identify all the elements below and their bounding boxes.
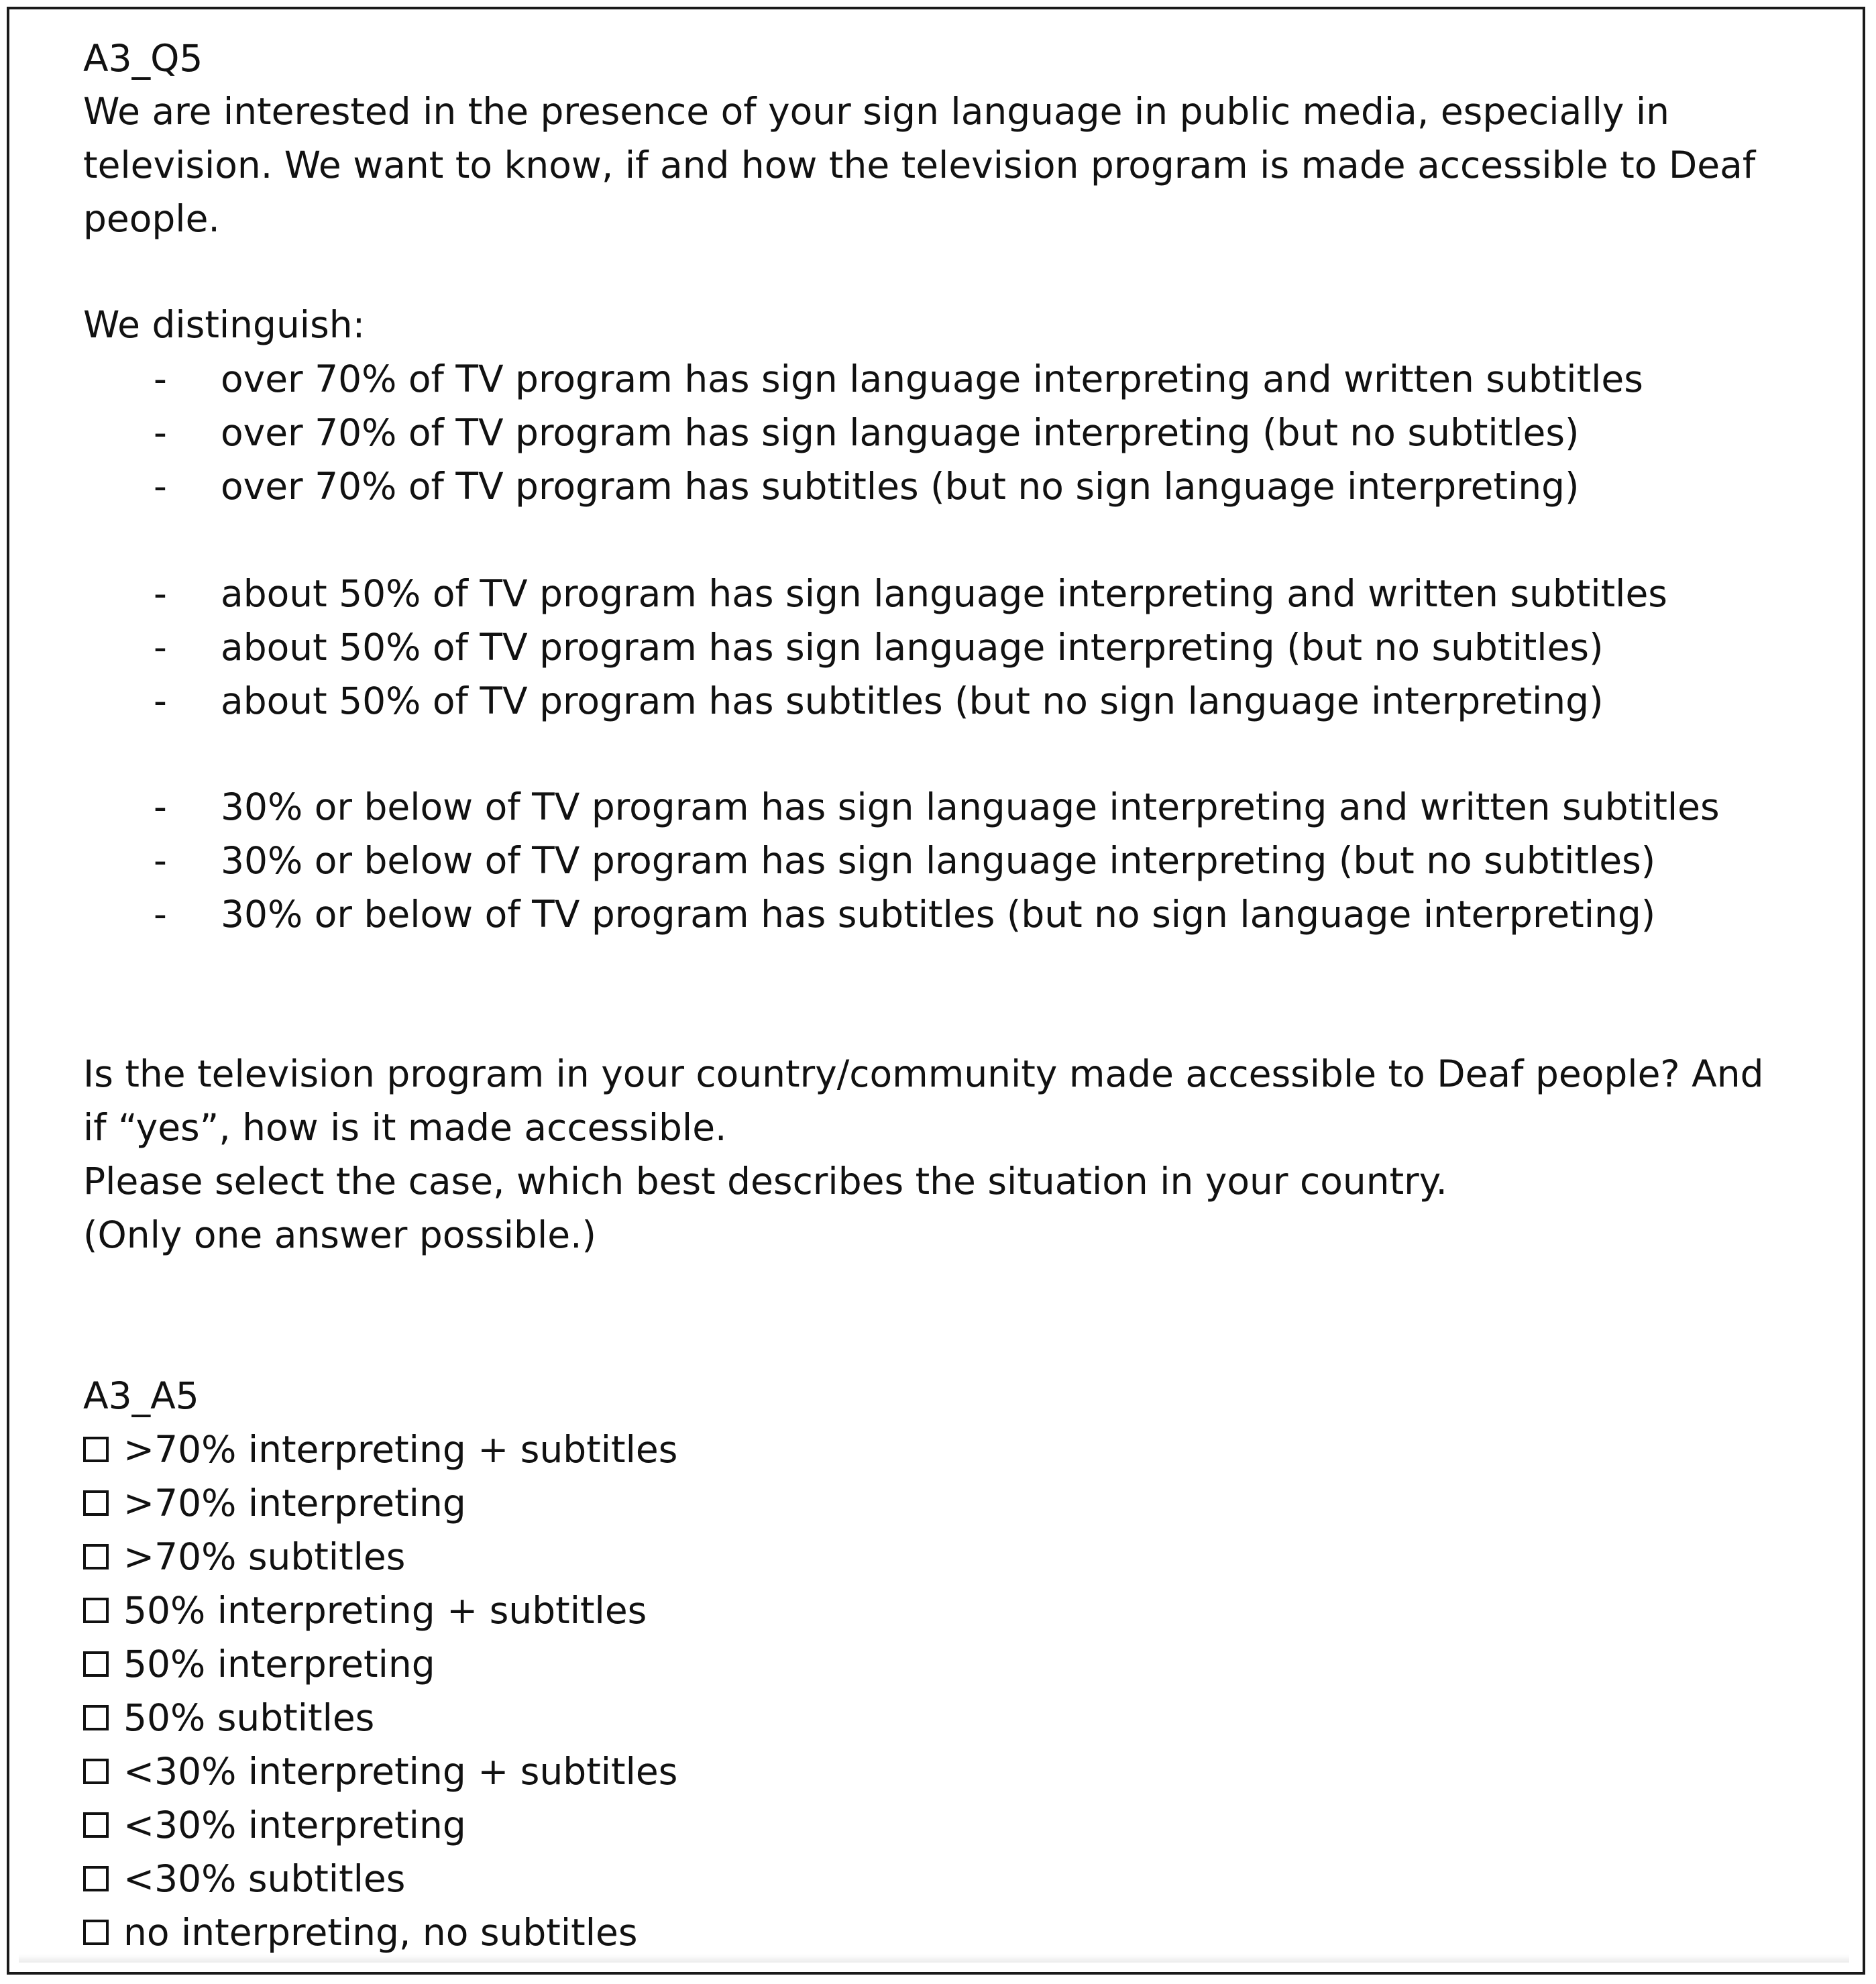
option-group-about-50: [83, 567, 1827, 728]
answer-option[interactable]: [83, 1476, 677, 1530]
dash-bullet: -: [154, 572, 167, 615]
answer-option[interactable]: [83, 1530, 677, 1584]
option-text: 30% or below of TV program has sign language interpreting (but no subtitles): [221, 839, 1656, 882]
checkbox-icon[interactable]: [83, 1920, 109, 1945]
answer-label: 50% interpreting + subtitles: [123, 1589, 647, 1632]
option-text: 30% or below of TV program has subtitles (but no sign language interpreting): [221, 893, 1656, 936]
answer-label: <30% interpreting + subtitles: [123, 1750, 678, 1793]
intro-text: We are interested in the presence of your sign language in public media, especially in television. We want to know, if and how the television program is made accessible to Deaf people.: [83, 90, 1756, 240]
answer-label: <30% interpreting: [123, 1804, 466, 1847]
option-text: about 50% of TV program has sign language interpreting (but no subtitles): [221, 626, 1604, 669]
answer-label: 50% interpreting: [123, 1643, 435, 1686]
dash-bullet: -: [154, 357, 167, 400]
dash-bullet: -: [154, 465, 167, 508]
dash-bullet: -: [154, 626, 167, 669]
checkbox-icon[interactable]: [83, 1544, 109, 1569]
option-text: over 70% of TV program has sign language interpreting and written subtitles: [221, 357, 1643, 400]
answer-option[interactable]: [83, 1745, 677, 1798]
checkbox-icon[interactable]: [83, 1866, 109, 1891]
checkbox-icon[interactable]: [83, 1598, 109, 1623]
answer-option[interactable]: [83, 1584, 677, 1637]
option-item: [83, 406, 1827, 459]
question-id: A3_Q5: [83, 37, 203, 80]
checkbox-icon[interactable]: [83, 1812, 109, 1838]
answer-label: <30% subtitles: [123, 1857, 406, 1900]
answer-list: [83, 1423, 677, 1959]
option-text: over 70% of TV program has subtitles (but no sign language interpreting): [221, 465, 1580, 508]
checkbox-icon[interactable]: [83, 1705, 109, 1730]
option-item: [83, 674, 1827, 728]
option-item: [83, 459, 1827, 513]
dash-bullet: -: [154, 893, 167, 936]
answer-option[interactable]: [83, 1906, 677, 1959]
dash-bullet: -: [154, 411, 167, 454]
answer-label: >70% interpreting: [123, 1482, 466, 1525]
answer-label: 50% subtitles: [123, 1696, 375, 1739]
dash-bullet: -: [154, 839, 167, 882]
option-text: over 70% of TV program has sign language interpreting (but no subtitles): [221, 411, 1580, 454]
checkbox-icon[interactable]: [83, 1437, 109, 1462]
checkbox-icon[interactable]: [83, 1651, 109, 1677]
option-text: 30% or below of TV program has sign language interpreting and written subtitles: [221, 785, 1720, 828]
answer-option[interactable]: [83, 1637, 677, 1691]
option-item: [83, 834, 1827, 887]
answer-label: no interpreting, no subtitles: [123, 1911, 638, 1954]
checkbox-icon[interactable]: [83, 1490, 109, 1516]
answer-option[interactable]: [83, 1852, 677, 1906]
question-text: Is the television program in your country/community made accessible to Deaf people? And if “yes”, how is it made accessible.: [83, 1052, 1764, 1149]
option-item: [83, 567, 1827, 620]
answer-option[interactable]: [83, 1798, 677, 1852]
option-group-over-70: [83, 352, 1827, 513]
answer-label: >70% subtitles: [123, 1535, 406, 1578]
distinguish-label: We distinguish:: [83, 303, 366, 346]
page-edge-shadow: [19, 1954, 1849, 1963]
dash-bullet: -: [154, 785, 167, 828]
option-item: [83, 620, 1827, 674]
document-frame: [7, 7, 1865, 1975]
checkbox-icon[interactable]: [83, 1759, 109, 1784]
option-group-30-or-below: [83, 780, 1827, 941]
answer-label: >70% interpreting + subtitles: [123, 1428, 678, 1471]
dash-bullet: -: [154, 679, 167, 722]
option-item: [83, 780, 1827, 834]
option-text: about 50% of TV program has sign language interpreting and written subtitles: [221, 572, 1667, 615]
answer-option[interactable]: [83, 1423, 677, 1476]
option-item: [83, 887, 1827, 941]
option-item: [83, 352, 1827, 406]
option-text: about 50% of TV program has subtitles (but no sign language interpreting): [221, 679, 1604, 722]
question-instruction: Please select the case, which best describes the situation in your country.: [83, 1160, 1447, 1203]
question-block: [83, 1047, 1787, 1262]
answer-id: A3_A5: [83, 1374, 199, 1417]
answer-option[interactable]: [83, 1691, 677, 1745]
question-note: (Only one answer possible.): [83, 1213, 597, 1256]
